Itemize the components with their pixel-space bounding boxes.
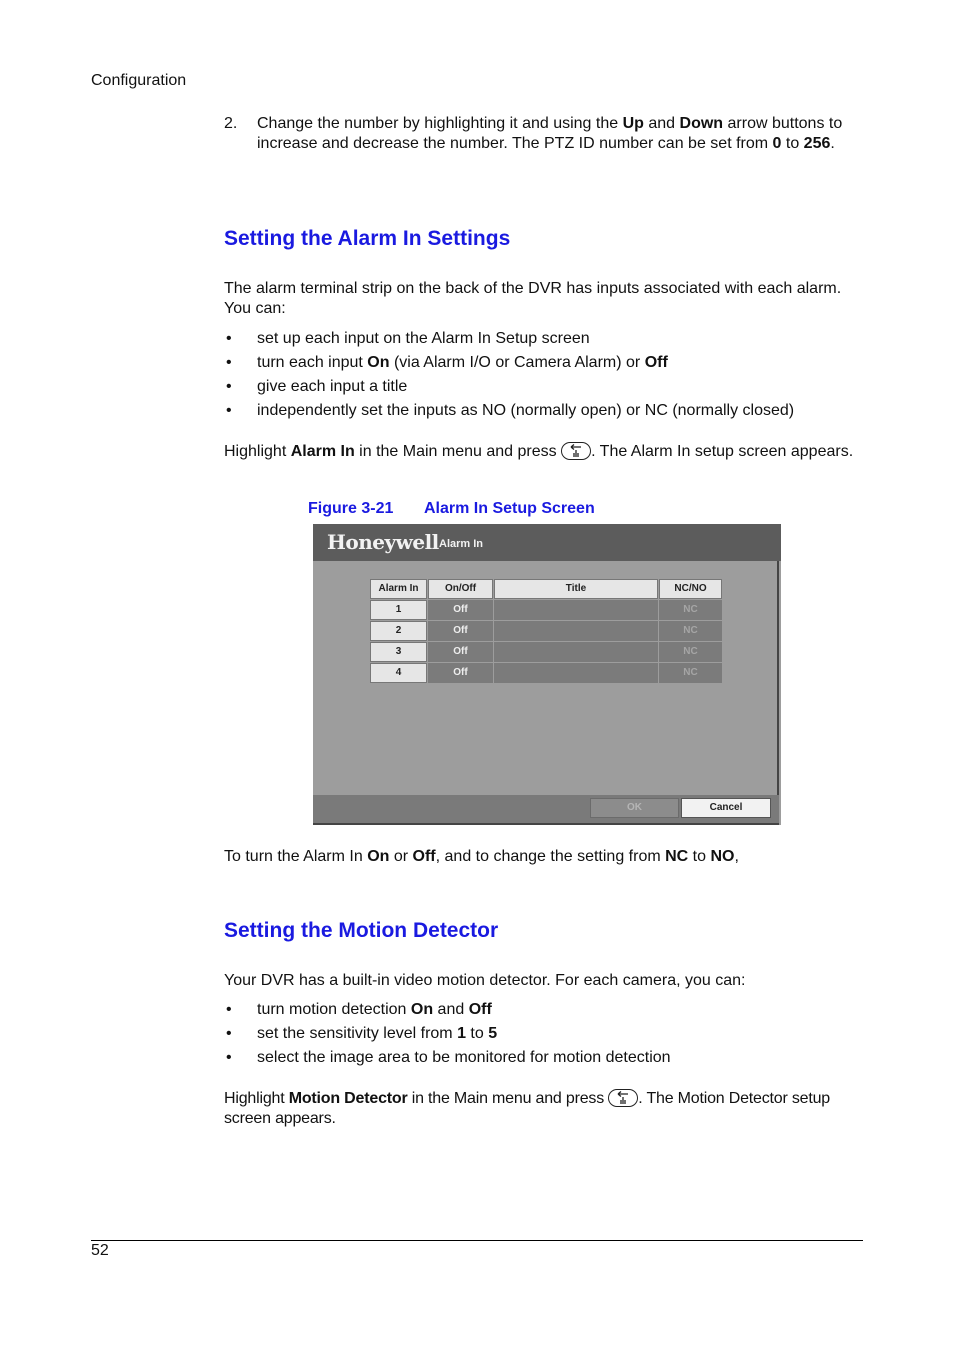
list-item: • give each input a title <box>226 378 408 395</box>
list-item: • set up each input on the Alarm In Setup screen <box>226 330 590 347</box>
ok-button[interactable]: OK <box>590 798 679 818</box>
bullet-icon: • <box>226 1025 232 1042</box>
figure-caption <box>308 499 595 519</box>
footer-divider <box>91 1240 863 1241</box>
bullet-icon: • <box>226 1049 232 1066</box>
title-field[interactable] <box>494 663 658 683</box>
alarm-number: 4 <box>370 663 427 683</box>
motion-intro: Your DVR has a built-in video motion detector. For each camera, you can: <box>224 972 746 989</box>
bullet-icon: • <box>226 354 232 371</box>
cancel-button[interactable]: Cancel <box>681 798 771 818</box>
on-off-value[interactable]: Off <box>428 621 493 641</box>
title-field[interactable] <box>494 600 658 620</box>
list-item: • turn each input On (via Alarm I/O or Camera Alarm) or Off <box>226 354 668 371</box>
list-item: • set the sensitivity level from 1 to 5 <box>226 1025 498 1042</box>
page-number: 52 <box>91 1242 109 1259</box>
figure-title: Alarm In Setup Screen <box>424 500 595 517</box>
bullet-icon: • <box>226 378 232 395</box>
alarm-number: 2 <box>370 621 427 641</box>
list-item: • turn motion detection On and Off <box>226 1001 492 1018</box>
on-off-value[interactable]: Off <box>428 600 493 620</box>
table-row[interactable] <box>370 642 722 662</box>
nc-no-value[interactable]: NC <box>659 663 722 683</box>
motion-detector-heading: Setting the Motion Detector <box>224 919 499 942</box>
bullet-icon: • <box>226 330 232 347</box>
column-header-nc-no: NC/NO <box>659 579 722 599</box>
honeywell-logo: Honeywell <box>327 530 439 554</box>
list-item: • independently set the inputs as NO (normally open) or NC (normally closed) <box>226 402 795 419</box>
on-off-value[interactable]: Off <box>428 663 493 683</box>
bullet-icon: • <box>226 1001 232 1018</box>
title-field[interactable] <box>494 621 658 641</box>
figure-label: Figure 3-21 <box>308 500 394 517</box>
on-off-value[interactable]: Off <box>428 642 493 662</box>
running-header: Configuration <box>91 72 187 89</box>
nc-no-value[interactable]: NC <box>659 642 722 662</box>
title-field[interactable] <box>494 642 658 662</box>
dvr-screen-title: Alarm In <box>439 538 484 550</box>
alarm-number: 1 <box>370 600 427 620</box>
enter-button-icon <box>608 1089 638 1107</box>
nc-no-value[interactable]: NC <box>659 600 722 620</box>
alarm-in-setup-screen <box>313 524 781 825</box>
alarm-bullet-list <box>224 329 864 425</box>
alarm-in-heading: Setting the Alarm In Settings <box>224 227 511 250</box>
column-header-alarm-in: Alarm In <box>370 579 427 599</box>
alarm-intro: The alarm terminal strip on the back of the DVR has inputs associated with each alarm. You can: <box>224 280 842 317</box>
table-row[interactable] <box>370 600 722 620</box>
alarm-in-table <box>369 578 723 684</box>
column-header-on-off: On/Off <box>428 579 493 599</box>
column-header-title: Title <box>494 579 658 599</box>
table-header-row <box>370 579 722 599</box>
alarm-highlight-instruction: Highlight Alarm In in the Main menu and press . The Alarm In setup screen appears. <box>224 443 854 460</box>
table-row[interactable] <box>370 663 722 683</box>
bullet-icon: • <box>226 402 232 419</box>
alarm-after-text: To turn the Alarm In On or Off, and to change the setting from NC to NO, <box>224 848 739 865</box>
step-2 <box>224 114 864 154</box>
step-number: 2. <box>224 115 238 132</box>
motion-highlight-instruction: Highlight Motion Detector in the Main menu and press . The Motion Detector setup screen appears. <box>224 1090 830 1127</box>
nc-no-value[interactable]: NC <box>659 621 722 641</box>
alarm-number: 3 <box>370 642 427 662</box>
table-row[interactable] <box>370 621 722 641</box>
motion-bullet-list <box>224 1000 864 1072</box>
list-item: • select the image area to be monitored for motion detection <box>226 1049 671 1066</box>
enter-button-icon <box>561 442 591 460</box>
step-text: Change the number by highlighting it and using the Up and Down arrow buttons to increase and decrease the number. The PTZ ID number can be set from 0 to 256. <box>257 115 843 152</box>
